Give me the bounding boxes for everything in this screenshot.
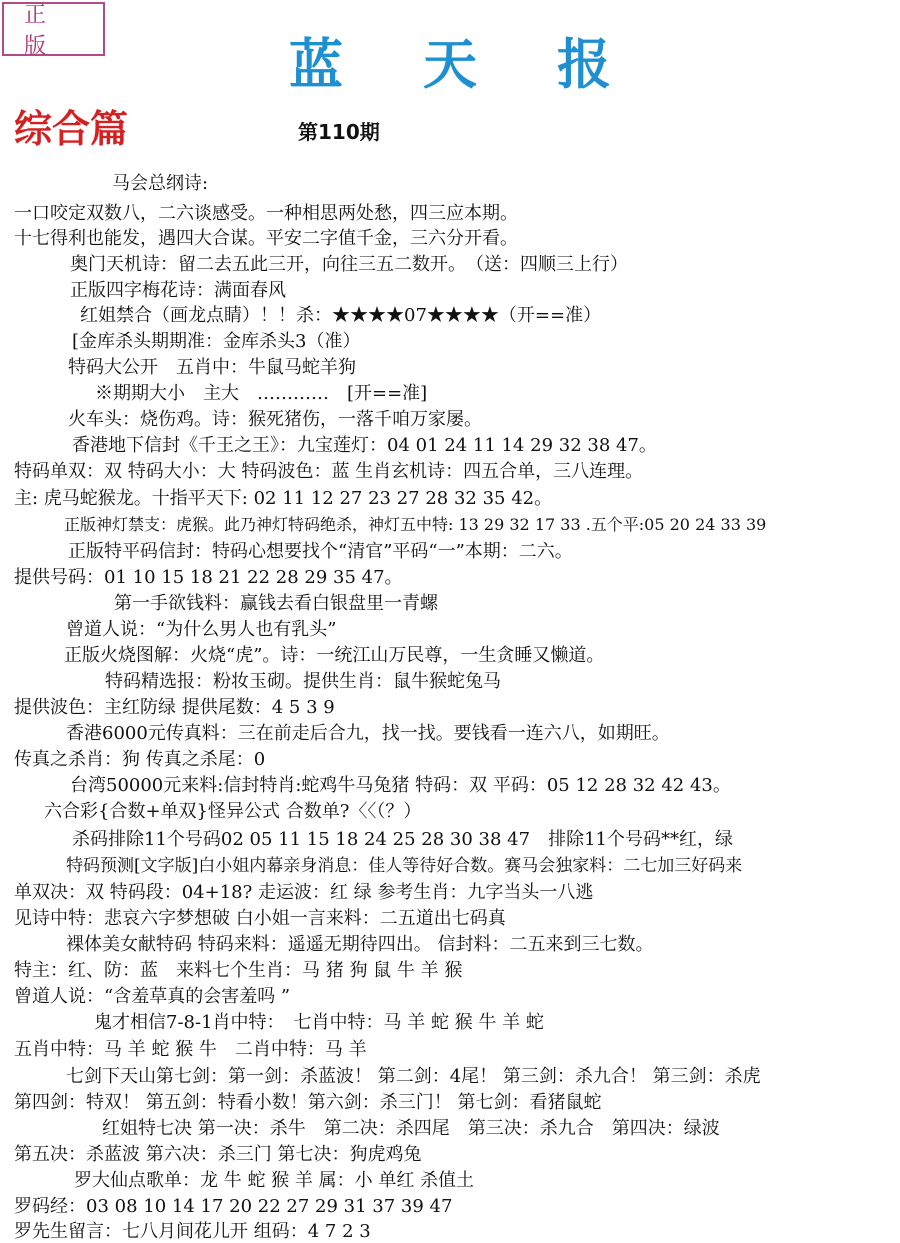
- text-line: 见诗中特：悲哀六字梦想破 白小姐一言来料：二五道出七码真: [14, 908, 506, 929]
- text-line: 第四剑：特双！ 第五剑：特看小数！第六剑：杀三门！ 第七剑：看猪鼠蛇: [14, 1092, 602, 1113]
- text-line: 鬼才相信7-8-1肖中特： 七肖中特：马 羊 蛇 猴 牛 羊 蛇: [94, 1012, 544, 1033]
- text-line: 第五决：杀蓝波 第六决：杀三门 第七决：狗虎鸡兔: [14, 1144, 422, 1165]
- text-line: 主: 虎马蛇猴龙。十指平天下: 02 11 12 27 23 27 28 32 35 42。: [14, 488, 553, 509]
- text-line: 提供波色：主红防绿 提供尾数：4 5 3 9: [14, 697, 335, 718]
- text-line: 台湾50000元来料:信封特肖:蛇鸡牛马兔猪 特码：双 平码：05 12 28 32 42 43。: [70, 775, 731, 796]
- text-line: 杀码排除11个号码02 05 11 15 18 24 25 28 30 38 47 排除11个号码**红，绿: [72, 829, 733, 850]
- text-line: 裸体美女献特码 特码来料：遥遥无期待四出。 信封料：二五来到三七数。: [66, 934, 654, 955]
- authentic-badge: 正版: [2, 2, 105, 56]
- page-title: 蓝天报: [289, 32, 691, 96]
- text-line: 提供号码：01 10 15 18 21 22 28 29 35 47。: [14, 567, 403, 588]
- text-line: 香港地下信封《千王之王》：九宝莲灯：04 01 24 11 14 29 32 38 47。: [72, 435, 657, 456]
- text-line: 罗先生留言：七八月间花儿开 组码：4 7 2 3: [14, 1221, 371, 1242]
- text-line: 特码单双：双 特码大小：大 特码波色：蓝 生肖玄机诗：四五合单，三八连理。: [14, 461, 644, 482]
- text-line: 六合彩{合数+单双}怪异公式 合数单?〈〈（？）: [44, 801, 422, 822]
- text-line: 五肖中特：马 羊 蛇 猴 牛 二肖中特：马 羊: [14, 1039, 367, 1060]
- text-line: 特码预测[文字版]白小姐内幕亲身消息：佳人等待好合数。赛马会独家料：二七加三好码来: [66, 856, 743, 876]
- text-line: 正版火烧图解：火烧“虎”。诗：一统江山万民尊，一生贪睡又懒道。: [64, 645, 605, 666]
- text-line: ※期期大小 主大 ………… [开==准]: [95, 383, 428, 404]
- text-line: 奥门天机诗：留二去五此三开，向往三五二数开。 （送：四顺三上行）: [70, 254, 628, 275]
- text-line: 一口咬定双数八，二六谈感受。一种相思两处愁，四三应本期。: [14, 203, 518, 224]
- text-line: 火车头：烧伤鸡。诗：猴死猪伤，一落千咱万家屡。: [68, 409, 482, 430]
- text-line: 特码精选报：粉妆玉砌。提供生肖：鼠牛猴蛇兔马: [105, 671, 501, 692]
- text-line: 特码大公开 五肖中：牛鼠马蛇羊狗: [68, 357, 356, 378]
- text-line: 曾道人说：“为什么男人也有乳头”: [66, 619, 337, 640]
- text-line: [金库杀头期期准：金库杀头3（准）: [72, 331, 361, 352]
- text-line: 正版特平码信封：特码心想要找个“清官”平码“一”本期：二六。: [68, 541, 573, 562]
- text-line: 红姐特七决 第一决：杀牛 第二决：杀四尾 第三决：杀九合 第四决：绿波: [102, 1118, 720, 1139]
- text-line: 七剑下天山第七剑：第一剑：杀蓝波！ 第二剑：4尾！ 第三剑：杀九合！ 第三剑：杀虎: [66, 1066, 761, 1087]
- text-line: 红姐禁合（画龙点睛）！！杀：★★★★07★★★★（开==准）: [80, 305, 602, 326]
- text-line: 马会总纲诗:: [112, 173, 209, 194]
- text-line: 正版神灯禁支：虎猴。此乃神灯特码绝杀，神灯五中特: 13 29 32 17 33 .五个平:05 20 24 33 39: [64, 515, 767, 534]
- text-line: 罗码经：03 08 10 14 17 20 22 27 29 31 37 39 47: [14, 1196, 453, 1217]
- text-line: 香港6000元传真料：三在前走后合九，找一找。要钱看一连六八，如期旺。: [66, 723, 670, 744]
- text-line: 单双决：双 特码段：04+18? 走运波：红 绿 参考生肖：九字当头一八逃: [14, 882, 594, 903]
- text-line: 十七得利也能发，遇四大合谋。平安二字值千金，三六分开看。: [14, 228, 518, 249]
- text-line: 特主：红、防：蓝 来料七个生肖：马 猪 狗 鼠 牛 羊 猴: [14, 960, 463, 981]
- text-line: 传真之杀肖：狗 传真之杀尾：0: [14, 749, 266, 770]
- issue-number: 第110期: [298, 120, 380, 144]
- text-line: 罗大仙点歌单：龙 牛 蛇 猴 羊 属：小 单红 杀值土: [74, 1170, 475, 1191]
- text-line: 第一手欲钱料：赢钱去看白银盘里一青螺: [114, 593, 438, 614]
- section-title: 综合篇: [14, 106, 129, 151]
- text-line: 正版四字梅花诗：满面春风: [70, 280, 286, 301]
- text-line: 曾道人说：“含羞草真的会害羞吗 ”: [14, 986, 291, 1007]
